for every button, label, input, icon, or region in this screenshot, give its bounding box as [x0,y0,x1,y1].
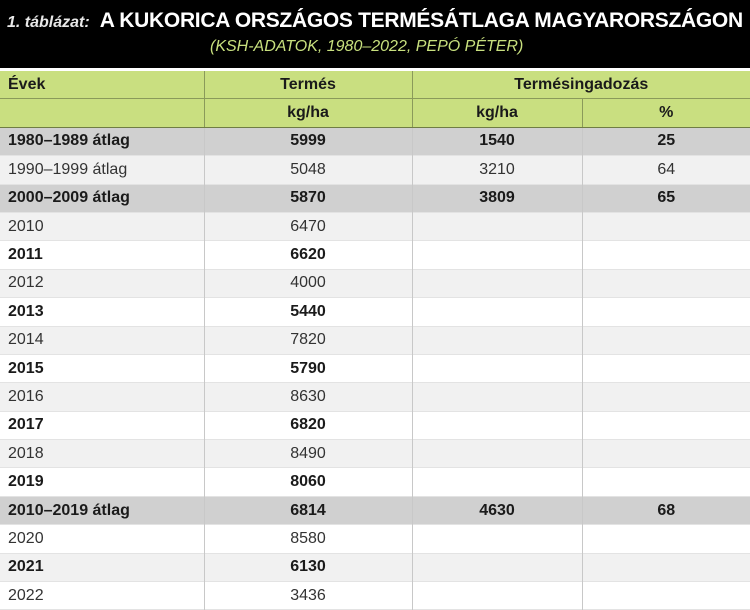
cell-year: 2013 [8,302,44,320]
cell-year: 2010 [8,217,44,235]
table-row [0,525,750,553]
table-row [0,298,750,326]
table-row [0,383,750,411]
cell-year: 2018 [8,444,44,462]
cell-year: 2022 [8,586,44,604]
cell-yield: 5999 [204,127,412,155]
table-row [0,553,750,581]
unit-yield-kgha: kg/ha [204,99,412,127]
cell-fluct-percent [582,241,750,269]
table-header-row [0,71,750,99]
column-header-yield: Termés [204,71,412,99]
cell-yield: 5790 [204,354,412,382]
table-body [0,127,750,610]
cell-fluct-percent: 64 [582,156,750,184]
cell-fluct-kgha: 4630 [412,496,582,524]
page-title: A KUKORICA ORSZÁGOS TERMÉSÁTLAGA MAGYARORSZÁGON [99,9,743,32]
cell-fluct-kgha: 1540 [412,127,582,155]
cell-yield: 8580 [204,525,412,553]
cell-yield: 5870 [204,184,412,212]
column-header-years: Évek [0,71,204,99]
cell-year: 2015 [8,359,44,377]
unit-fluct-kgha: kg/ha [412,99,582,127]
cell-fluct-percent [582,525,750,553]
table-row [0,440,750,468]
table-row [0,241,750,269]
table-row [0,354,750,382]
table-number-label: 1. táblázat: [7,14,90,31]
cell-yield: 5440 [204,298,412,326]
cell-yield: 4000 [204,269,412,297]
cell-fluct-kgha [412,553,582,581]
table-row [0,156,750,184]
table-row [0,212,750,240]
table-unit-row [0,99,750,127]
cell-fluct-kgha [412,383,582,411]
cell-fluct-percent: 68 [582,496,750,524]
cell-fluct-percent [582,326,750,354]
cell-yield: 6130 [204,553,412,581]
cell-year: 2021 [8,558,44,576]
cell-fluct-kgha [412,468,582,496]
cell-fluct-percent [582,553,750,581]
table-row [0,184,750,212]
cell-fluct-kgha [412,525,582,553]
cell-year: 2010–2019 átlag [8,501,130,519]
cell-fluct-percent [582,383,750,411]
cell-fluct-percent [582,411,750,439]
cell-yield: 6814 [204,496,412,524]
cell-fluct-kgha [412,241,582,269]
cell-yield: 8490 [204,440,412,468]
cell-year: 2011 [8,246,43,264]
cell-fluct-percent [582,468,750,496]
cell-fluct-percent [582,269,750,297]
cell-fluct-kgha [412,269,582,297]
cell-fluct-percent [582,298,750,326]
cell-year: 2014 [8,331,44,349]
cell-fluct-kgha [412,440,582,468]
cell-fluct-percent [582,212,750,240]
unit-cell-empty [0,99,204,127]
table-row [0,326,750,354]
cell-fluct-kgha [412,298,582,326]
cell-fluct-percent [582,440,750,468]
cell-yield: 6620 [204,241,412,269]
cell-yield: 3436 [204,582,412,610]
table-row [0,468,750,496]
title-line [7,9,743,33]
cell-fluct-kgha [412,212,582,240]
cell-yield: 8630 [204,383,412,411]
cell-fluct-kgha [412,411,582,439]
cell-fluct-kgha [412,354,582,382]
cell-year: 2012 [8,274,44,292]
cell-fluct-percent: 65 [582,184,750,212]
cell-year: 2020 [8,529,44,547]
cell-year: 1980–1989 átlag [8,132,130,150]
cell-yield: 6470 [204,212,412,240]
table-row [0,496,750,524]
cell-yield: 5048 [204,156,412,184]
table-row [0,127,750,155]
cell-yield: 7820 [204,326,412,354]
cell-fluct-percent: 25 [582,127,750,155]
yield-table [0,71,750,610]
cell-year: 1990–1999 átlag [8,160,128,178]
cell-fluct-percent [582,354,750,382]
cell-fluct-kgha: 3210 [412,156,582,184]
unit-fluct-percent: % [582,99,750,127]
page-subtitle: (KSH-ADATOK, 1980–2022, PEPÓ PÉTER) [210,38,524,55]
column-header-fluctuation: Termésingadozás [412,71,750,99]
table-row [0,411,750,439]
cell-year: 2000–2009 átlag [8,189,130,207]
cell-fluct-kgha [412,326,582,354]
cell-year: 2016 [8,387,44,405]
cell-yield: 6820 [204,411,412,439]
cell-year: 2019 [8,473,44,491]
cell-fluct-kgha: 3809 [412,184,582,212]
table-row [0,269,750,297]
table-header-bar [0,0,750,68]
cell-year: 2017 [8,416,44,434]
cell-yield: 8060 [204,468,412,496]
